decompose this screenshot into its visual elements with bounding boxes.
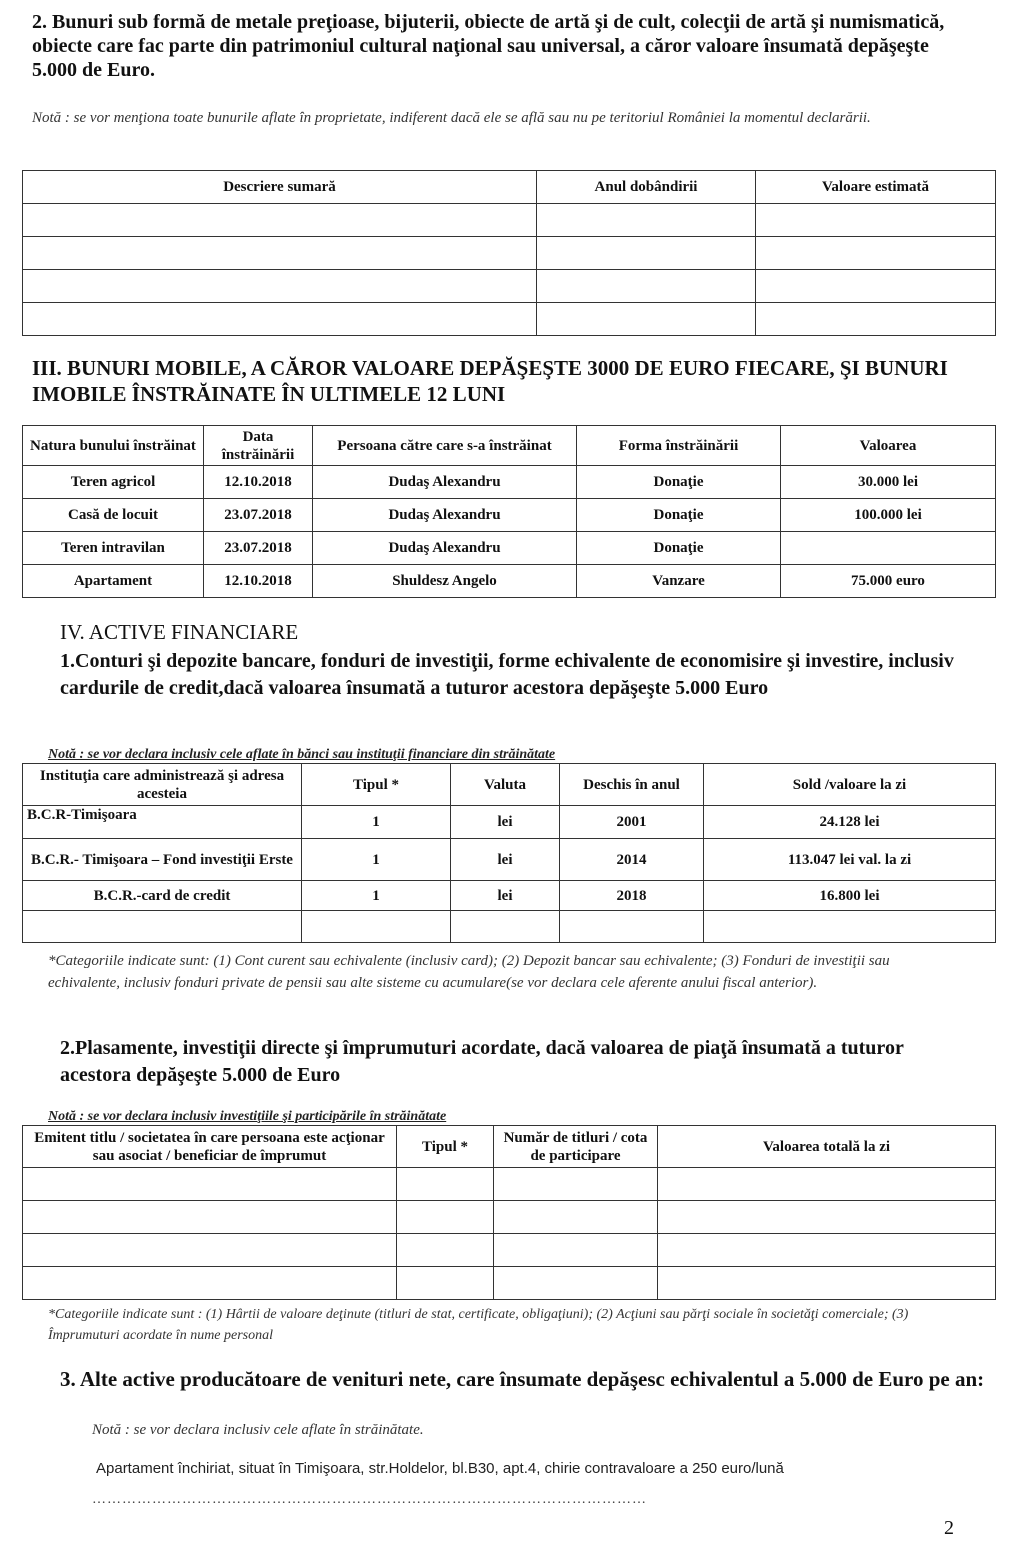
col-header-asset: Natura bunului înstrăinat [23,426,204,466]
section-4-heading: IV. ACTIVE FINANCIARE [60,620,299,644]
cell-form: Donaţie [577,466,781,499]
section-3-table [22,425,996,598]
cell-amount: 100.000 lei [781,499,996,532]
cell-person: Shuldesz Angelo [313,565,577,598]
col-header-description: Descriere sumară [23,171,537,204]
cell-amount [781,532,996,565]
section-3-heading: III. BUNURI MOBILE, A CĂROR VALOARE DEPĂŞEŞTE 3000 DE EURO FIECARE, ŞI BUNURI IMOBILE ÎNSTRĂINATE ÎN ULTIMELE 12 LUNI [32,356,948,406]
cell-type: 1 [302,806,451,839]
table-row [23,303,996,336]
col-header-type: Tipul * [397,1126,494,1168]
cell-form: Donaţie [577,532,781,565]
col-header-total-value: Valoarea totală la zi [658,1126,996,1168]
col-header-shares: Număr de titluri / cota de participare [494,1126,658,1168]
accounts-footnote: *Categoriile indicate sunt: (1) Cont curent sau echivalente (inclusiv card); (2) Depozit bancar sau echivalente; (3) Fonduri de investiţii sau echivalente, inclusiv fonduri private de pensii sau alte sisteme cu acumulare(se vor declara cele aferente anului fiscal anterior). [48,953,890,991]
section-4-sub3-heading: 3. Alte active producătoare de venituri nete, care însumate depăşesc echivalentul a 5.000 de Euro pe an: [60,1367,985,1391]
cell-date: 23.07.2018 [204,532,313,565]
table-row [23,881,996,911]
cell-asset: Teren intravilan [23,532,204,565]
section-4-sub1-heading: 1.Conturi şi depozite bancare, fonduri de investiţii, forme echivalente de economisire şi investire, inclusiv cardurile de credit,dacă valoarea însumată a tuturor acestora depăşeşte 5.000 Euro [60,650,954,699]
cell-balance: 24.128 lei [704,806,996,839]
col-header-opened: Deschis în anul [560,764,704,806]
cell-asset: Casă de locuit [23,499,204,532]
other-assets-entry: Apartament închiriat, situat în Timişoara, str.Holdelor, bl.B30, apt.4, chirie contravaloare a 250 euro/lună [96,1460,784,1477]
cell-institution: B.C.R-Timişoara [23,806,302,839]
table-row [23,270,996,303]
section-4-note2: Notă : se vor declara inclusiv investiţiile şi participările în străinătate [48,1109,447,1124]
table-row [23,237,996,270]
cell-amount: 30.000 lei [781,466,996,499]
cell-currency: lei [451,881,560,911]
table-row [23,466,996,499]
section-4-note1: Notă : se vor declara inclusiv cele aflate în bănci sau instituţii financiare din străinătate [48,747,556,762]
col-header-year: Anul dobândirii [537,171,756,204]
cell-balance: 16.800 lei [704,881,996,911]
table-row [23,204,996,237]
cell-amount: 75.000 euro [781,565,996,598]
cell-asset: Teren agricol [23,466,204,499]
investments-table [22,1125,996,1300]
table-row [23,1267,996,1300]
section-2-heading: 2. Bunuri sub formă de metale preţioase, bijuterii, obiecte de artă şi de cult, colecţii de artă şi numismatică, obiecte care fac parte din patrimoniul cultural naţional sau universal, a căror valoare însumată depăşeşte 5.000 de Euro. [32,11,945,81]
col-header-type: Tipul * [302,764,451,806]
col-header-date: Data înstrăinării [204,426,313,466]
cell-person: Dudaş Alexandru [313,532,577,565]
cell-asset: Apartament [23,565,204,598]
table-row [23,1168,996,1201]
cell-form: Donaţie [577,499,781,532]
section-4-note3: Notă : se vor declara inclusiv cele aflate în străinătate. [92,1422,424,1438]
investments-footnote: *Categoriile indicate sunt : (1) Hârtii de valoare deţinute (titluri de stat, certificate, obligaţiuni); (2) Acţiuni sau părţi sociale în societăţi comerciale; (3) Împrumuturi acordate în nume personal [48,1307,909,1343]
col-header-issuer: Emitent titlu / societatea în care persoana este acţionar sau asociat / beneficiar de împrumut [23,1126,397,1168]
cell-opened: 2018 [560,881,704,911]
cell-currency: lei [451,839,560,881]
table-row [23,532,996,565]
col-header-balance: Sold /valoare la zi [704,764,996,806]
col-header-institution: Instituţia care administrează şi adresa acesteia [23,764,302,806]
table-row [23,806,996,839]
section-4-sub2-heading: 2.Plasamente, investiţii directe şi împrumuturi acordate, dacă valoarea de piaţă însumată a tuturor acestora depăşeşte 5.000 de Euro [60,1037,904,1086]
dotted-line: ………………………………………………………………………………………………… [92,1492,647,1507]
table-row [23,911,996,943]
section-2-table [22,170,996,336]
cell-date: 12.10.2018 [204,565,313,598]
table-row [23,1201,996,1234]
cell-date: 12.10.2018 [204,466,313,499]
col-header-amount: Valoarea [781,426,996,466]
cell-person: Dudaş Alexandru [313,466,577,499]
cell-type: 1 [302,881,451,911]
accounts-table [22,763,996,943]
cell-institution: B.C.R.-card de credit [23,881,302,911]
cell-form: Vanzare [577,565,781,598]
cell-opened: 2001 [560,806,704,839]
cell-currency: lei [451,806,560,839]
table-row [23,839,996,881]
table-row [23,499,996,532]
col-header-currency: Valuta [451,764,560,806]
col-header-form: Forma înstrăinării [577,426,781,466]
cell-date: 23.07.2018 [204,499,313,532]
cell-person: Dudaş Alexandru [313,499,577,532]
cell-institution: B.C.R.- Timişoara – Fond investiţii Erste [23,839,302,881]
section-2-note: Notă : se vor menţiona toate bunurile aflate în proprietate, indiferent dacă ele se află sau nu pe teritoriul României la momentul declarării. [32,110,871,126]
table-row [23,565,996,598]
page-number: 2 [944,1517,954,1539]
col-header-value: Valoare estimată [756,171,996,204]
col-header-person: Persoana către care s-a înstrăinat [313,426,577,466]
table-row [23,1234,996,1267]
cell-balance: 113.047 lei val. la zi [704,839,996,881]
cell-opened: 2014 [560,839,704,881]
cell-type: 1 [302,839,451,881]
